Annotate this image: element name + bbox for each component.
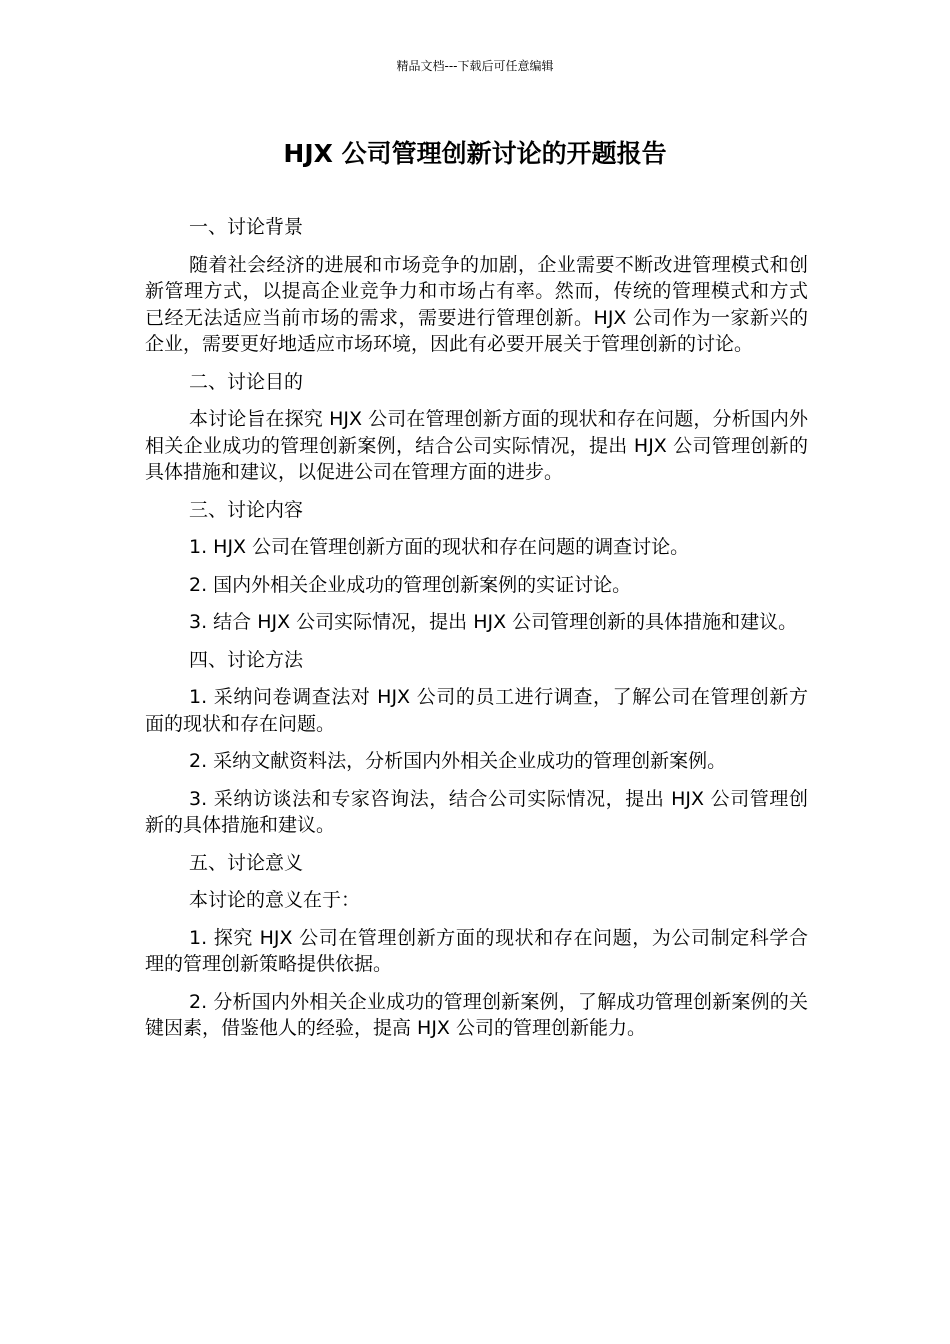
- method-item-3: 3. 采纳访谈法和专家咨询法，结合公司实际情况，提出 HJX 公司管理创新的具体措施和建议。: [145, 787, 808, 836]
- method-item-1: 1. 采纳问卷调查法对 HJX 公司的员工进行调查，了解公司在管理创新方面的现状和存在问题。: [145, 686, 808, 735]
- section-heading-content: 三、讨论内容: [189, 498, 304, 521]
- method-item-2: 2. 采纳文献资料法，分析国内外相关企业成功的管理创新案例。: [189, 750, 727, 772]
- header-note: 精品文档---下载后可任意编辑: [396, 59, 554, 73]
- content-item-1: 1. HJX 公司在管理创新方面的现状和存在问题的调查讨论。: [189, 536, 690, 558]
- document-body: [145, 214, 808, 1053]
- section-heading-method: 四、讨论方法: [189, 648, 304, 671]
- paragraph-purpose: 本讨论旨在探究 HJX 公司在管理创新方面的现状和存在问题，分析国内外相关企业成功的管理创新案例，结合公司实际情况，提出 HJX 公司管理创新的具体措施和建议，以促进公司在管理方面的进步。: [145, 408, 808, 483]
- significance-item-2: 2. 分析国内外相关企业成功的管理创新案例，了解成功管理创新案例的关键因素，借鉴他人的经验，提高 HJX 公司的管理创新能力。: [145, 990, 808, 1039]
- content-item-3: 3. 结合 HJX 公司实际情况，提出 HJX 公司管理创新的具体措施和建议。: [189, 611, 798, 633]
- section-heading-purpose: 二、讨论目的: [189, 370, 304, 393]
- document-title: HJX 公司管理创新讨论的开题报告: [283, 139, 667, 168]
- significance-item-1: 1. 探究 HJX 公司在管理创新方面的现状和存在问题，为公司制定科学合理的管理创新策略提供依据。: [145, 926, 808, 975]
- section-heading-significance: 五、讨论意义: [189, 851, 304, 874]
- content-item-2: 2. 国内外相关企业成功的管理创新案例的实证讨论。: [189, 573, 632, 596]
- paragraph-background: 随着社会经济的进展和市场竞争的加剧，企业需要不断改进管理模式和创新管理方式，以提高企业竞争力和市场占有率。然而，传统的管理模式和方式已经无法适应当前市场的需求，需要进行管理创新。HJX 公司作为一家新兴的企业，需要更好地适应市场环境，因此有必要开展关于管理创新的讨论。: [145, 253, 808, 355]
- section-heading-background: 一、讨论背景: [189, 216, 304, 238]
- significance-intro: 本讨论的意义在于：: [189, 889, 361, 911]
